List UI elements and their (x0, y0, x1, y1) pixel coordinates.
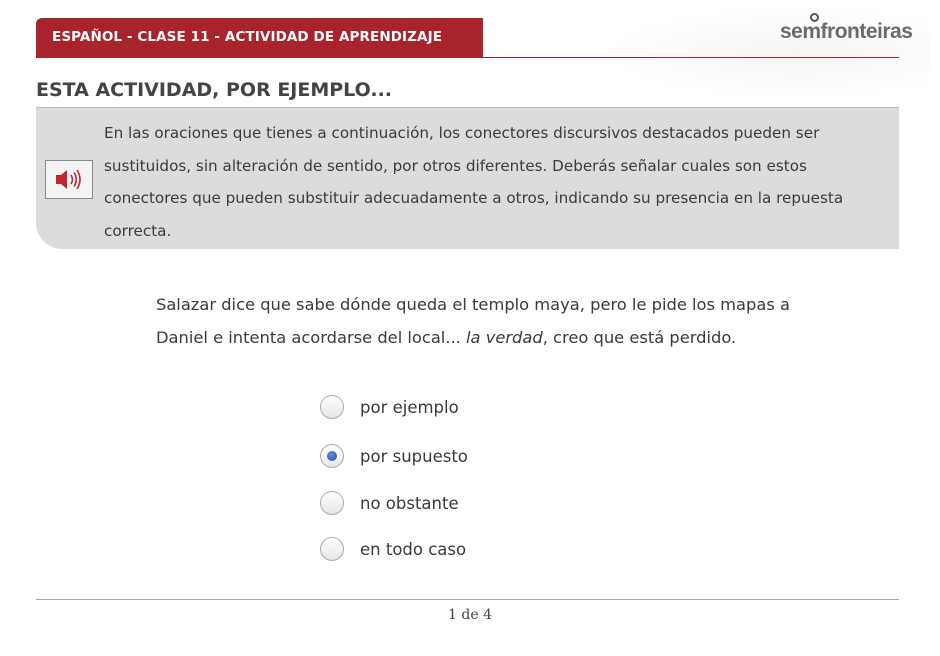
speaker-icon (46, 161, 92, 198)
radio-button-selected[interactable] (320, 444, 344, 468)
radio-button[interactable] (320, 491, 344, 515)
answer-option[interactable] (320, 489, 459, 517)
footer-divider (36, 599, 899, 600)
answer-option[interactable] (320, 393, 459, 421)
activity-title: ESTA ACTIVIDAD, POR EJEMPLO... (36, 79, 392, 101)
radio-button[interactable] (320, 395, 344, 419)
location-pin-icon (810, 13, 819, 22)
question-sentence: Salazar dice que sabe dónde queda el templo maya, pero le pide los mapas a Daniel e intenta acordarse del local... la verdad, creo que está perdido. (156, 295, 790, 347)
instructions-text: En las oraciones que tienes a continuación, los conectores discursivos destacados pueden ser sustituidos, sin alteración de sentido, por otros diferentes. Deberás señalar cuales son estos conectores que pueden substituir adecuadamente a otros, indicando su presencia en la repuesta correcta. (104, 124, 844, 240)
audio-button[interactable] (45, 160, 93, 199)
semfronteiras-logo: semfronteiras (780, 20, 912, 50)
option-label[interactable]: no obstante (360, 493, 459, 513)
header-divider (483, 57, 899, 58)
answer-option[interactable] (320, 442, 468, 470)
radio-button[interactable] (320, 537, 344, 561)
page-indicator: 1 de 4 (448, 607, 492, 623)
option-label[interactable]: por supuesto (360, 446, 468, 466)
option-label[interactable]: en todo caso (360, 539, 467, 559)
course-title: ESPAÑOL - CLASE 11 - ACTIVIDAD DE APRENDIZAJE (52, 29, 443, 45)
answer-option[interactable] (320, 535, 466, 563)
course-header-band (36, 18, 483, 58)
option-label[interactable]: por ejemplo (360, 397, 459, 417)
highlighted-connector: la verdad (466, 328, 543, 347)
